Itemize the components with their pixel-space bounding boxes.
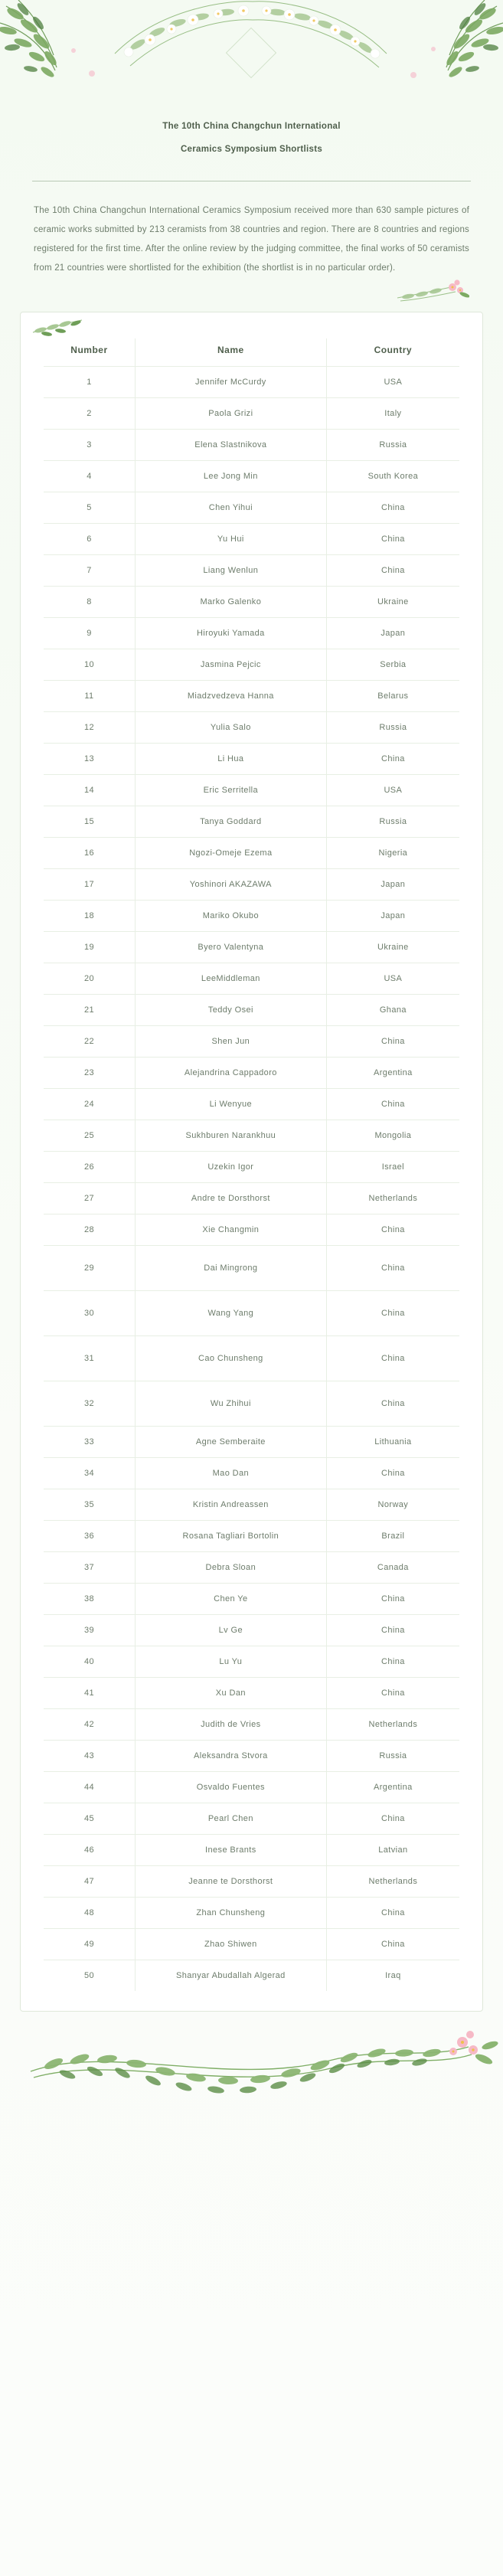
cell-number: 11 — [44, 681, 135, 712]
cell-number: 13 — [44, 744, 135, 775]
table-body — [44, 367, 459, 1992]
cell-name: LeeMiddleman — [135, 963, 326, 995]
table-row — [44, 1152, 459, 1183]
table-row — [44, 1709, 459, 1741]
cell-number: 48 — [44, 1898, 135, 1929]
cell-number: 19 — [44, 932, 135, 963]
cell-name: Cao Chunsheng — [135, 1336, 326, 1381]
table-row — [44, 1960, 459, 1992]
table-row — [44, 932, 459, 963]
cell-country: China — [326, 524, 459, 555]
cell-name: Rosana Tagliari Bortolin — [135, 1521, 326, 1552]
cell-country: Brazil — [326, 1521, 459, 1552]
table-header — [44, 338, 459, 367]
table-row — [44, 1214, 459, 1246]
cell-country: Serbia — [326, 649, 459, 681]
cell-country: China — [326, 492, 459, 524]
cell-name: Li Hua — [135, 744, 326, 775]
cell-number: 17 — [44, 869, 135, 901]
cell-name: Inese Brants — [135, 1835, 326, 1866]
cell-country: China — [326, 1336, 459, 1381]
table-row — [44, 1772, 459, 1803]
cell-number: 31 — [44, 1336, 135, 1381]
cell-country: Lithuania — [326, 1427, 459, 1458]
cell-country: China — [326, 1246, 459, 1291]
cell-country: China — [326, 1291, 459, 1336]
cell-number: 22 — [44, 1026, 135, 1058]
cell-number: 7 — [44, 555, 135, 587]
cell-number: 20 — [44, 963, 135, 995]
cell-country: China — [326, 1803, 459, 1835]
cell-name: Sukhburen Narankhuu — [135, 1120, 326, 1152]
cell-number: 27 — [44, 1183, 135, 1214]
cell-number: 30 — [44, 1291, 135, 1336]
table-row — [44, 1246, 459, 1291]
cell-name: Lu Yu — [135, 1646, 326, 1678]
cell-name: Zhao Shiwen — [135, 1929, 326, 1960]
cell-country: Russia — [326, 806, 459, 838]
leafy-vine-icon — [0, 2016, 503, 2108]
cell-name: Aleksandra Stvora — [135, 1741, 326, 1772]
shortlist-card — [20, 312, 483, 2012]
table-row — [44, 1615, 459, 1646]
title-line-1: The 10th China Changchun International — [162, 122, 341, 131]
cell-name: Ngozi-Omeje Ezema — [135, 838, 326, 869]
cell-number: 40 — [44, 1646, 135, 1678]
cell-number: 26 — [44, 1152, 135, 1183]
cell-name: Dai Mingrong — [135, 1246, 326, 1291]
table-row — [44, 430, 459, 461]
table-row — [44, 869, 459, 901]
cell-number: 5 — [44, 492, 135, 524]
cell-country: USA — [326, 775, 459, 806]
cell-country: Iraq — [326, 1960, 459, 1992]
cell-number: 44 — [44, 1772, 135, 1803]
cell-number: 9 — [44, 618, 135, 649]
cell-name: Lv Ge — [135, 1615, 326, 1646]
cell-number: 12 — [44, 712, 135, 744]
cell-name: Lee Jong Min — [135, 461, 326, 492]
cell-name: Zhan Chunsheng — [135, 1898, 326, 1929]
cell-name: Mao Dan — [135, 1458, 326, 1489]
table-row — [44, 1835, 459, 1866]
cell-country: Norway — [326, 1489, 459, 1521]
cell-number: 28 — [44, 1214, 135, 1246]
cell-country: Netherlands — [326, 1183, 459, 1214]
cell-number: 50 — [44, 1960, 135, 1992]
cell-number: 25 — [44, 1120, 135, 1152]
cell-name: Alejandrina Cappadoro — [135, 1058, 326, 1089]
cell-number: 14 — [44, 775, 135, 806]
cell-name: Kristin Andreassen — [135, 1489, 326, 1521]
table-row — [44, 1058, 459, 1089]
cell-country: China — [326, 1678, 459, 1709]
table-row — [44, 1183, 459, 1214]
column-header-name: Name — [135, 338, 326, 367]
table-row — [44, 995, 459, 1026]
cell-country: China — [326, 1381, 459, 1427]
table-row — [44, 1929, 459, 1960]
cell-country: China — [326, 555, 459, 587]
cell-country: Japan — [326, 901, 459, 932]
cell-name: Marko Galenko — [135, 587, 326, 618]
cell-number: 10 — [44, 649, 135, 681]
card-corner-decoration — [31, 317, 88, 341]
cell-name: Pearl Chen — [135, 1803, 326, 1835]
cell-number: 21 — [44, 995, 135, 1026]
table-row — [44, 492, 459, 524]
cell-number: 33 — [44, 1427, 135, 1458]
cell-name: Li Wenyue — [135, 1089, 326, 1120]
cell-name: Shen Jun — [135, 1026, 326, 1058]
cell-country: China — [326, 744, 459, 775]
table-row — [44, 1291, 459, 1336]
table-row — [44, 1458, 459, 1489]
cell-country: Belarus — [326, 681, 459, 712]
cell-number: 32 — [44, 1381, 135, 1427]
cell-name: Yoshinori AKAZAWA — [135, 869, 326, 901]
table-row — [44, 555, 459, 587]
cell-number: 49 — [44, 1929, 135, 1960]
table-row — [44, 1866, 459, 1898]
cell-country: Russia — [326, 1741, 459, 1772]
cell-number: 37 — [44, 1552, 135, 1584]
cell-country: South Korea — [326, 461, 459, 492]
cell-country: Mongolia — [326, 1120, 459, 1152]
cell-country: Russia — [326, 712, 459, 744]
table-row — [44, 1026, 459, 1058]
cell-name: Andre te Dorsthorst — [135, 1183, 326, 1214]
cell-name: Xu Dan — [135, 1678, 326, 1709]
cell-name: Jennifer McCurdy — [135, 367, 326, 398]
cell-country: Ukraine — [326, 587, 459, 618]
table-row — [44, 1381, 459, 1427]
cell-name: Hiroyuki Yamada — [135, 618, 326, 649]
cell-number: 34 — [44, 1458, 135, 1489]
table-row — [44, 461, 459, 492]
cell-number: 23 — [44, 1058, 135, 1089]
column-header-number: Number — [44, 338, 135, 367]
cell-country: USA — [326, 963, 459, 995]
cell-country: China — [326, 1615, 459, 1646]
cell-name: Miadzvedzeva Hanna — [135, 681, 326, 712]
flower-sprig-icon — [396, 278, 469, 304]
cell-number: 8 — [44, 587, 135, 618]
cell-name: Chen Yihui — [135, 492, 326, 524]
cell-country: Japan — [326, 869, 459, 901]
cell-name: Elena Slastnikova — [135, 430, 326, 461]
table-row — [44, 838, 459, 869]
cell-country: Netherlands — [326, 1709, 459, 1741]
cell-country: Argentina — [326, 1772, 459, 1803]
cell-name: Wang Yang — [135, 1291, 326, 1336]
table-row — [44, 1089, 459, 1120]
cell-country: Japan — [326, 618, 459, 649]
cell-number: 47 — [44, 1866, 135, 1898]
table-row — [44, 367, 459, 398]
cell-number: 36 — [44, 1521, 135, 1552]
cell-country: China — [326, 1214, 459, 1246]
cell-country: Italy — [326, 398, 459, 430]
cell-name: Osvaldo Fuentes — [135, 1772, 326, 1803]
table-row — [44, 1489, 459, 1521]
cell-country: China — [326, 1026, 459, 1058]
cell-number: 45 — [44, 1803, 135, 1835]
cell-name: Xie Changmin — [135, 1214, 326, 1246]
cell-name: Chen Ye — [135, 1584, 326, 1615]
cell-name: Liang Wenlun — [135, 555, 326, 587]
cell-country: Israel — [326, 1152, 459, 1183]
cell-name: Yulia Salo — [135, 712, 326, 744]
table-row — [44, 1898, 459, 1929]
cell-country: China — [326, 1646, 459, 1678]
cell-number: 18 — [44, 901, 135, 932]
table-row — [44, 1120, 459, 1152]
cell-name: Agne Semberaite — [135, 1427, 326, 1458]
table-row — [44, 744, 459, 775]
table-row — [44, 1336, 459, 1381]
cell-country: China — [326, 1898, 459, 1929]
cell-name: Mariko Okubo — [135, 901, 326, 932]
cell-name: Eric Serritella — [135, 775, 326, 806]
cell-country: China — [326, 1929, 459, 1960]
cell-number: 4 — [44, 461, 135, 492]
table-row — [44, 681, 459, 712]
table-row — [44, 775, 459, 806]
cell-country: Ghana — [326, 995, 459, 1026]
column-header-country: Country — [374, 345, 413, 355]
table-row — [44, 1427, 459, 1458]
table-row — [44, 1803, 459, 1835]
cell-number: 3 — [44, 430, 135, 461]
cell-number: 46 — [44, 1835, 135, 1866]
cell-name: Byero Valentyna — [135, 932, 326, 963]
table-row — [44, 398, 459, 430]
cell-name: Uzekin Igor — [135, 1152, 326, 1183]
cell-number: 16 — [44, 838, 135, 869]
cell-name: Wu Zhihui — [135, 1381, 326, 1427]
cell-number: 15 — [44, 806, 135, 838]
cell-country: Netherlands — [326, 1866, 459, 1898]
table-row — [44, 1741, 459, 1772]
cell-number: 6 — [44, 524, 135, 555]
cell-name: Jeanne te Dorsthorst — [135, 1866, 326, 1898]
cell-number: 38 — [44, 1584, 135, 1615]
cell-country: Nigeria — [326, 838, 459, 869]
cell-country: Canada — [326, 1552, 459, 1584]
leaf-sprig-icon — [31, 317, 88, 337]
cell-name: Judith de Vries — [135, 1709, 326, 1741]
cell-country: Russia — [326, 430, 459, 461]
cell-number: 1 — [44, 367, 135, 398]
cell-country: Argentina — [326, 1058, 459, 1089]
cell-name: Paola Grizi — [135, 398, 326, 430]
table-row — [44, 1646, 459, 1678]
cell-country: China — [326, 1584, 459, 1615]
cell-number: 29 — [44, 1246, 135, 1291]
cell-number: 24 — [44, 1089, 135, 1120]
table-row — [44, 901, 459, 932]
table-row — [44, 712, 459, 744]
table-row — [44, 1584, 459, 1615]
table-row — [44, 587, 459, 618]
cell-name: Shanyar Abudallah Algerad — [135, 1960, 326, 1992]
intro-paragraph: The 10th China Changchun International Ceramics Symposium received more than 630 sample pictures of ceramic works submitted by 213 ceramists from 38 countries and region. There are 8 countries and regions registered for the first time. After the online review by the judging committee, the final works of 50 ceramists from 21 countries were shortlisted for the exhibition (the shortlist is in no particular order). — [34, 206, 469, 273]
shortlist-table — [44, 338, 459, 1991]
cell-country: Latvian — [326, 1835, 459, 1866]
table-row — [44, 649, 459, 681]
intro-flourish — [0, 278, 469, 304]
cell-number: 43 — [44, 1741, 135, 1772]
table-row — [44, 806, 459, 838]
title-line-2: Ceramics Symposium Shortlists — [180, 145, 323, 154]
cell-country: China — [326, 1458, 459, 1489]
footer-decoration — [0, 2016, 503, 2108]
cell-name: Yu Hui — [135, 524, 326, 555]
table-row — [44, 618, 459, 649]
cell-number: 2 — [44, 398, 135, 430]
cell-number: 41 — [44, 1678, 135, 1709]
table-header-row — [44, 338, 459, 367]
table-row — [44, 1678, 459, 1709]
page-title — [0, 0, 503, 161]
table-row — [44, 1552, 459, 1584]
cell-country: China — [326, 1089, 459, 1120]
table-row — [44, 963, 459, 995]
table-row — [44, 1521, 459, 1552]
cell-number: 42 — [44, 1709, 135, 1741]
cell-number: 39 — [44, 1615, 135, 1646]
cell-name: Debra Sloan — [135, 1552, 326, 1584]
cell-name: Jasmina Pejcic — [135, 649, 326, 681]
cell-number: 35 — [44, 1489, 135, 1521]
cell-name: Tanya Goddard — [135, 806, 326, 838]
cell-name: Teddy Osei — [135, 995, 326, 1026]
table-row — [44, 524, 459, 555]
cell-country: USA — [326, 367, 459, 398]
cell-country: Ukraine — [326, 932, 459, 963]
